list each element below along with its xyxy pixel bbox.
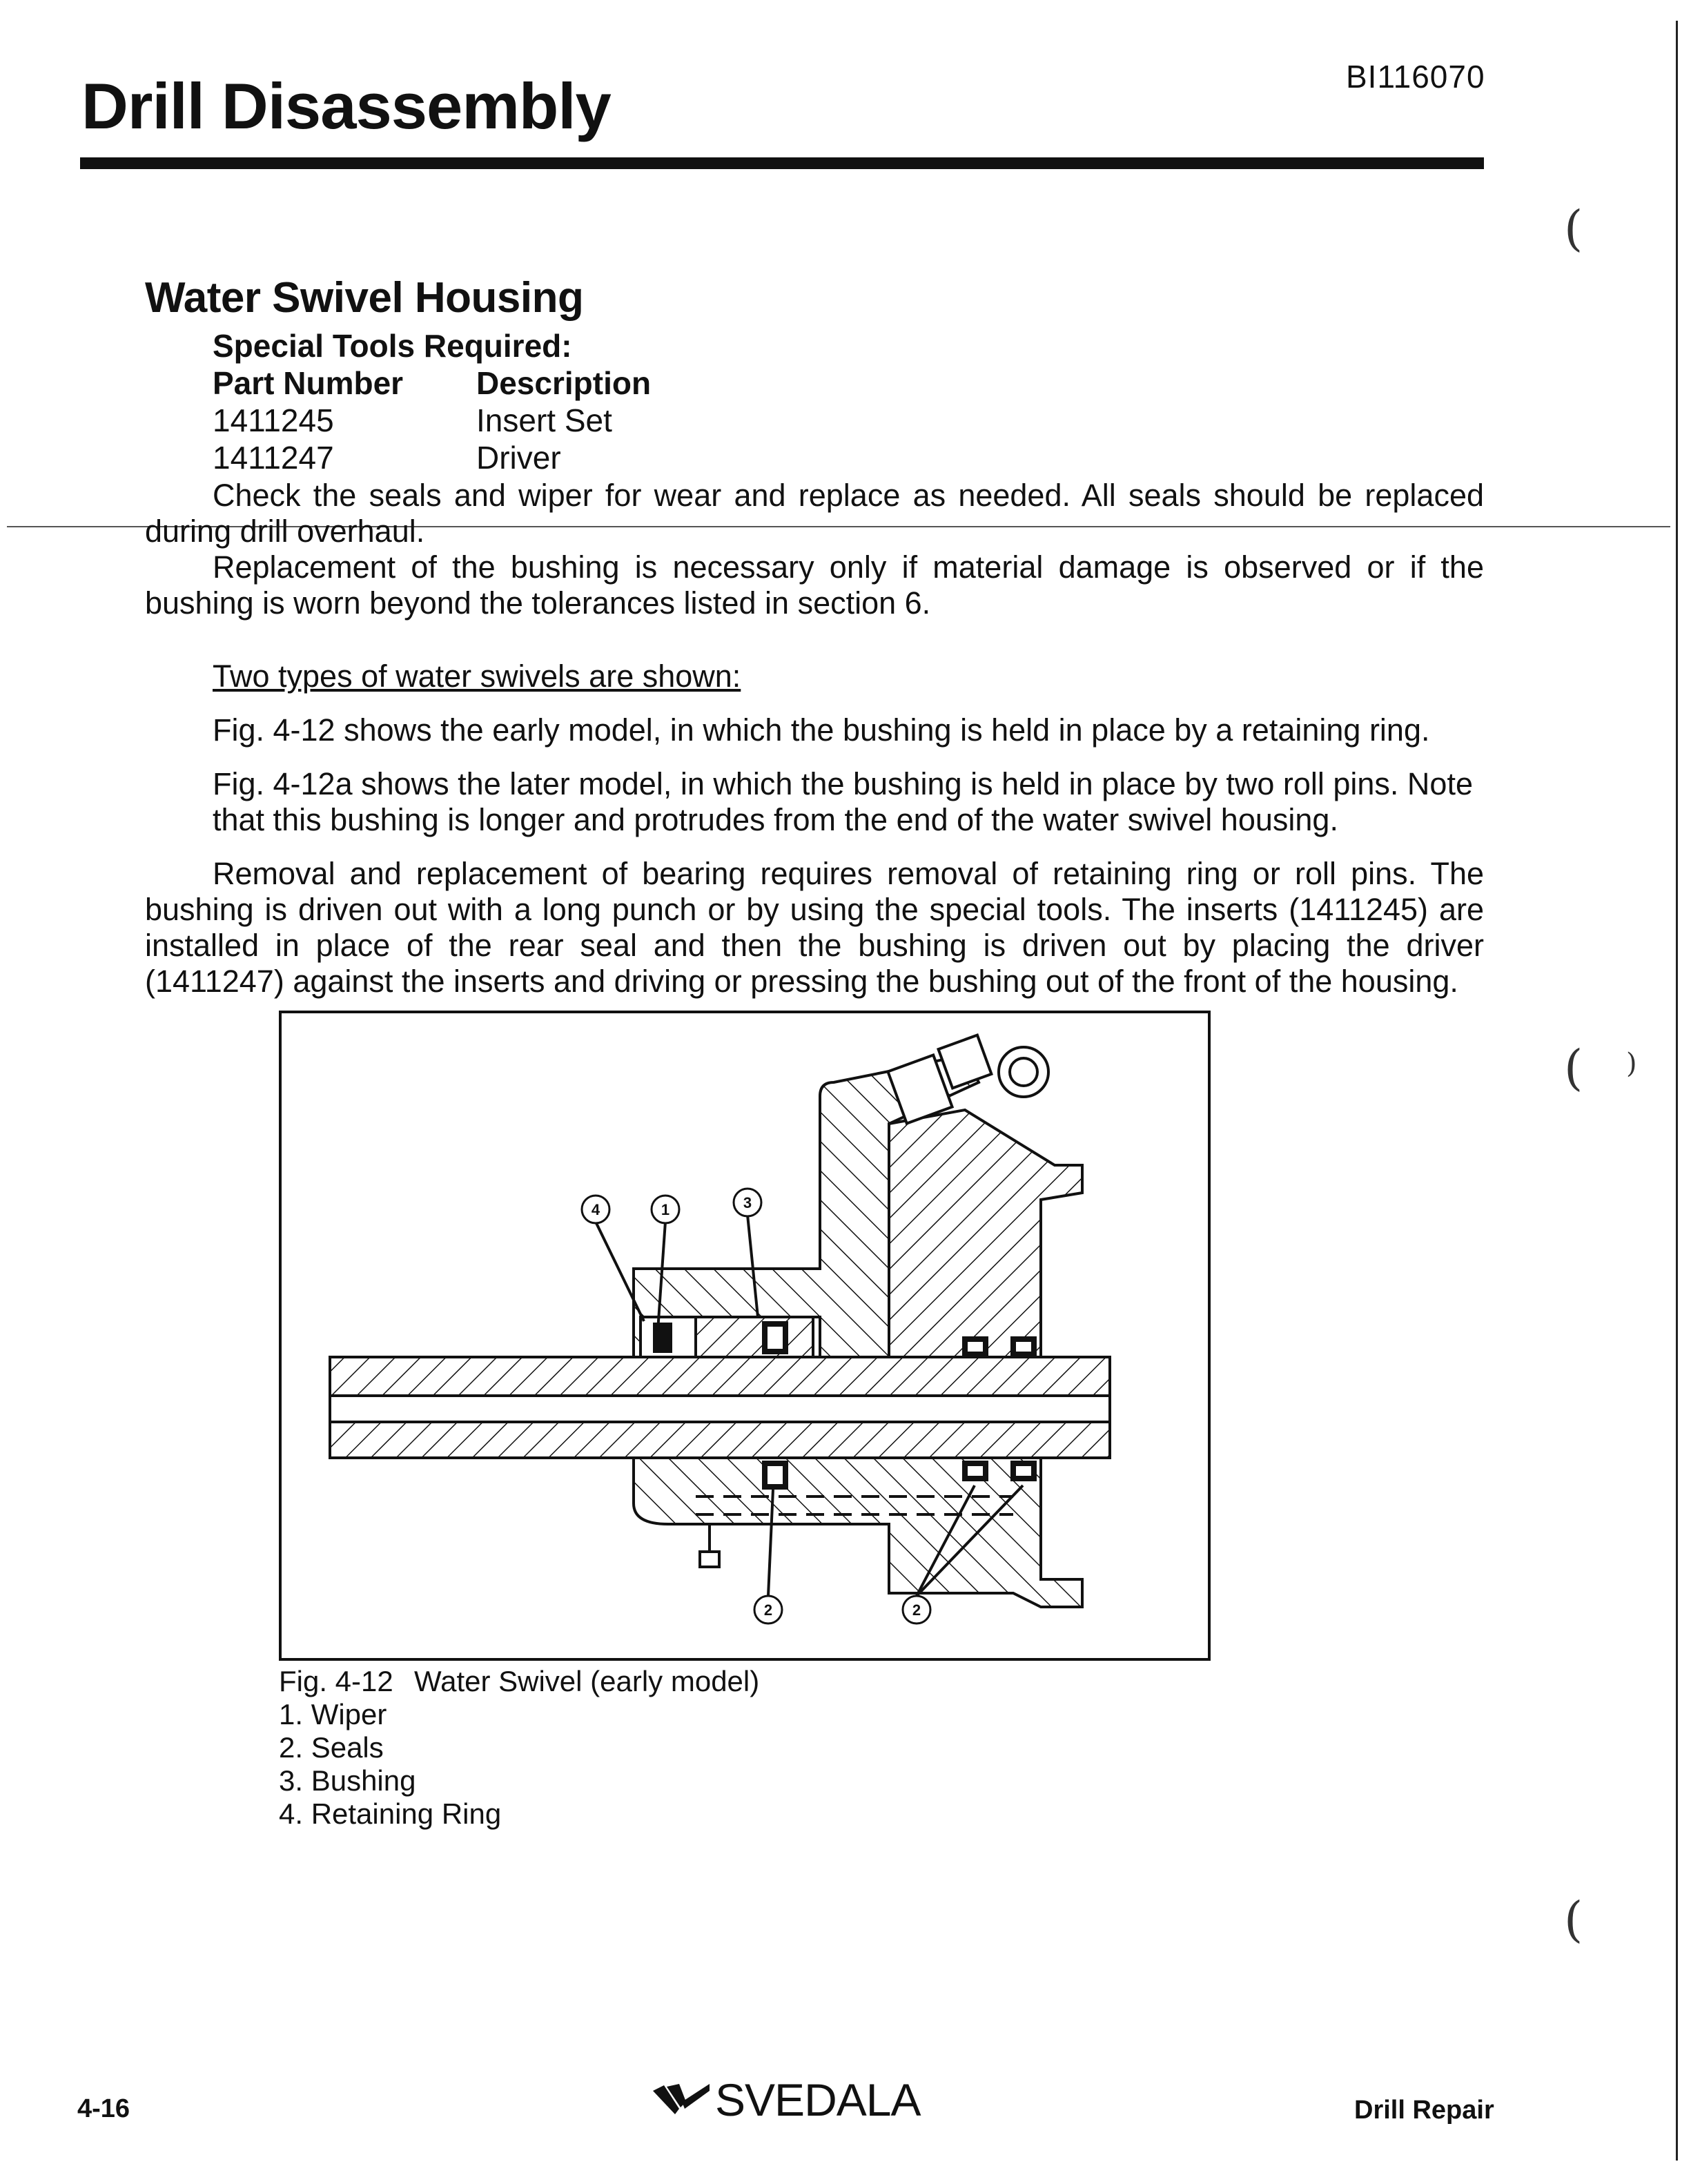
tools-heading: Special Tools Required:	[213, 328, 572, 364]
callout-2-label: 2	[763, 1601, 773, 1619]
legend-item: 1. Wiper	[279, 1698, 387, 1730]
tool-description: Driver	[476, 440, 561, 476]
callout-4-label: 4	[591, 1201, 600, 1218]
tool-description: Insert Set	[476, 402, 612, 438]
paragraph-bushing-replacement: Replacement of the bushing is necessary only if material damage is observed or if the bushing is worn beyond the tolerances listed in section 6.	[145, 549, 1484, 621]
paragraph-removal: Removal and replacement of bearing requires removal of retaining ring or roll pins. The bushing is driven out with a long punch or by using the special tools. The inserts (1411245) are installed in place of the rear seal and then the bushing is driven out by placing the driver (1411247) against the inserts and driving or pressing the bushing out of the front of the housing.	[145, 856, 1484, 999]
callout-1-label: 1	[661, 1201, 670, 1218]
fig-4-12a-description: Fig. 4-12a shows the later model, in which the bushing is held in place by two roll pins. Note that this bushing is longer and protrudes from the end of the water swivel housing.	[213, 766, 1473, 837]
legend-item: 3. Bushing	[279, 1764, 416, 1797]
paragraph-seals: Check the seals and wiper for wear and replace as needed. All seals should be replaced during drill overhaul.	[145, 478, 1484, 549]
legend-item: 4. Retaining Ring	[279, 1797, 502, 1830]
column-header-part-number: Part Number	[213, 365, 404, 401]
tool-part-number: 1411245	[213, 402, 334, 438]
figure-caption-text: Water Swivel (early model)	[414, 1665, 760, 1697]
title-rule	[80, 157, 1484, 169]
callout-2-label: 2	[912, 1601, 921, 1619]
figure-caption	[279, 1665, 759, 1698]
fig-4-12-description: Fig. 4-12 shows the early model, in which the bushing is held in place by a retaining ring.	[213, 712, 1430, 748]
document-id: BI116070	[1346, 59, 1485, 95]
right-edge-line	[1676, 21, 1678, 2161]
margin-mark: (	[1564, 200, 1583, 257]
water-swivel-drawing	[282, 1013, 1213, 1664]
footer-section-name: Drill Repair	[1354, 2096, 1494, 2125]
types-heading: Two types of water swivels are shown:	[213, 659, 741, 694]
page-title: Drill Disassembly	[81, 70, 611, 142]
legend-item: 2. Seals	[279, 1731, 384, 1764]
figure-number: Fig. 4-12	[279, 1665, 393, 1697]
tool-part-number: 1411247	[213, 440, 334, 476]
margin-mark: (	[1564, 1040, 1583, 1096]
brand-logo	[652, 2074, 920, 2126]
column-header-description: Description	[476, 365, 652, 401]
brand-name: SVEDALA	[715, 2074, 921, 2125]
section-title: Water Swivel Housing	[145, 274, 584, 322]
page-number: 4-16	[77, 2094, 130, 2123]
svedala-logo-icon	[652, 2081, 711, 2118]
margin-mark: (	[1564, 1891, 1583, 1948]
margin-mark: )	[1626, 1048, 1637, 1080]
callout-3-label: 3	[743, 1194, 752, 1211]
figure-water-swivel	[279, 1011, 1211, 1661]
